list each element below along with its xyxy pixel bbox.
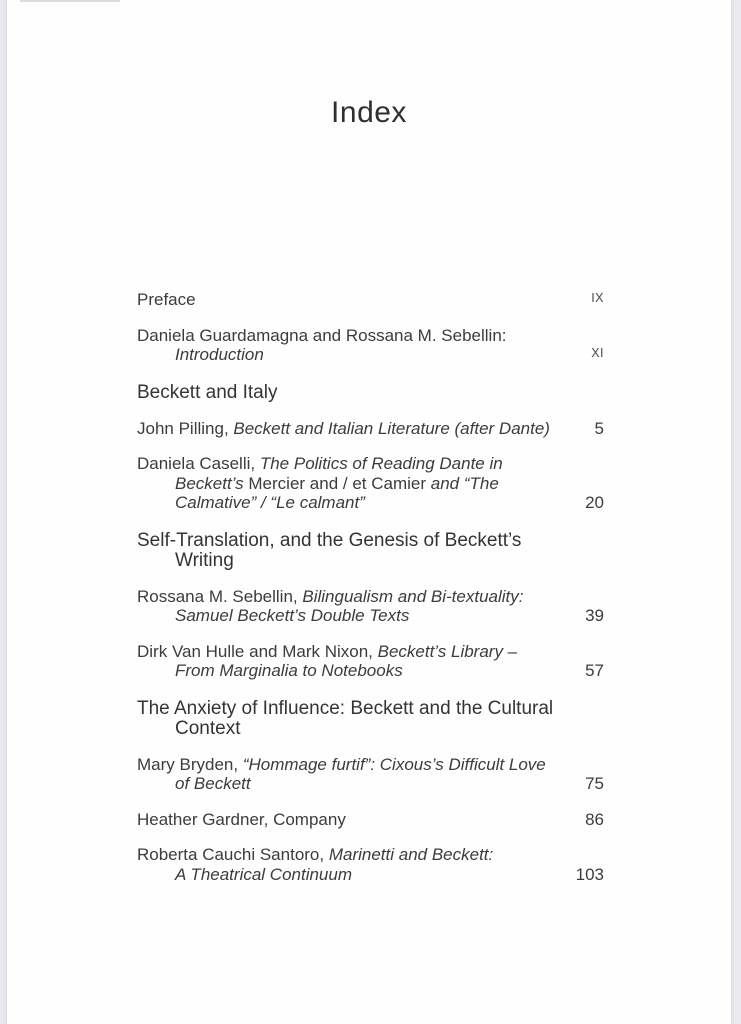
- entry-title: The Politics of Reading Dante in: [259, 454, 503, 473]
- page-number: 57: [585, 661, 604, 680]
- heading-text-line: [137, 699, 604, 719]
- entry-text-line: [137, 345, 604, 365]
- heading-text-line: [137, 719, 604, 739]
- entry-title: of Beckett: [175, 774, 251, 793]
- entry-author: Rossana M. Sebellin,: [137, 586, 303, 606]
- scan-edge-artifact: [20, 0, 120, 2]
- entry-title: A Theatrical Continuum: [175, 864, 353, 884]
- entry-title: and “The: [430, 473, 499, 493]
- page-number: 75: [585, 774, 604, 793]
- entry-title: Samuel Beckett’s Double Texts: [175, 606, 410, 625]
- page-number: IX: [591, 291, 604, 305]
- entry-author: John Pilling,: [137, 418, 234, 438]
- entry-author: Roberta Cauchi Santoro,: [137, 845, 329, 864]
- entry-title: Bilingualism and Bi-textuality:: [302, 586, 524, 606]
- entry-author: Mary Bryden,: [137, 754, 243, 774]
- heading-text: Writing: [175, 549, 234, 571]
- entry-text-line: [137, 865, 604, 885]
- entry-title: Beckett and Italian Literature (after Dante): [233, 418, 550, 438]
- toc-entry: [137, 587, 604, 626]
- entry-text: Heather Gardner, Company: [137, 809, 346, 829]
- entry-text-line: [137, 587, 604, 607]
- entry-title: Beckett’s Library –: [377, 641, 518, 661]
- entry-text-line: [137, 326, 604, 346]
- entry-text-line: [137, 606, 604, 626]
- heading-text-line: [137, 531, 604, 551]
- heading-text: Self-Translation, and the Genesis of Beckett’s: [137, 529, 522, 551]
- entry-title: Introduction: [175, 345, 264, 364]
- entry-title: Beckett’s: [175, 473, 249, 493]
- toc-entry: [137, 642, 604, 681]
- entry-title: “Hommage furtif”: Cixous’s Difficult Love: [242, 754, 546, 774]
- entry-text-line: [137, 661, 604, 681]
- page-number: 5: [594, 418, 604, 438]
- entry-text-line: [137, 290, 604, 310]
- page-number: 86: [585, 809, 604, 829]
- entry-text: Preface: [137, 290, 196, 309]
- entry-text-line: [137, 474, 604, 494]
- toc-entry: [137, 326, 604, 365]
- page-number: 20: [585, 493, 604, 512]
- entry-title: From Marginalia to Notebooks: [175, 661, 403, 680]
- toc-entry: [137, 810, 604, 830]
- entry-text-line: [137, 774, 604, 794]
- heading-text: Beckett and Italy: [137, 381, 278, 403]
- entry-title: Calmative” / “Le calmant”: [175, 493, 365, 512]
- toc-entry: [137, 454, 604, 513]
- entry-title: Marinetti and Beckett:: [328, 845, 494, 864]
- page-number: 39: [585, 606, 604, 625]
- heading-text: Context: [175, 717, 241, 739]
- entry-author: Dirk Van Hulle and Mark Nixon,: [137, 641, 378, 661]
- heading-text-line: [137, 551, 604, 571]
- entry-text-line: [137, 755, 604, 775]
- toc-entry: [137, 419, 604, 439]
- heading-text: The Anxiety of Influence: Beckett and the Cultural: [137, 697, 554, 719]
- toc-entry: [137, 755, 604, 794]
- entry-text-line: [137, 419, 604, 439]
- entry-text-line: [137, 845, 604, 865]
- entry-text: Daniela Guardamagna and Rossana M. Sebellin:: [137, 325, 507, 345]
- heading-text-line: [137, 383, 604, 403]
- page-title: Index: [331, 96, 407, 130]
- table-of-contents: [137, 290, 604, 900]
- book-page: [7, 0, 731, 1024]
- toc-entry: [137, 845, 604, 884]
- section-heading: [137, 531, 604, 571]
- page-number: 103: [575, 864, 604, 884]
- page-number: XI: [591, 346, 604, 360]
- entry-text-line: [137, 454, 604, 474]
- entry-text-line: [137, 810, 604, 830]
- section-heading: [137, 383, 604, 403]
- entry-title: Mercier and / et Camier: [248, 473, 431, 493]
- toc-entry: [137, 290, 604, 310]
- entry-text-line: [137, 642, 604, 662]
- section-heading: [137, 699, 604, 739]
- entry-author: Daniela Caselli,: [137, 454, 260, 473]
- entry-text-line: [137, 493, 604, 513]
